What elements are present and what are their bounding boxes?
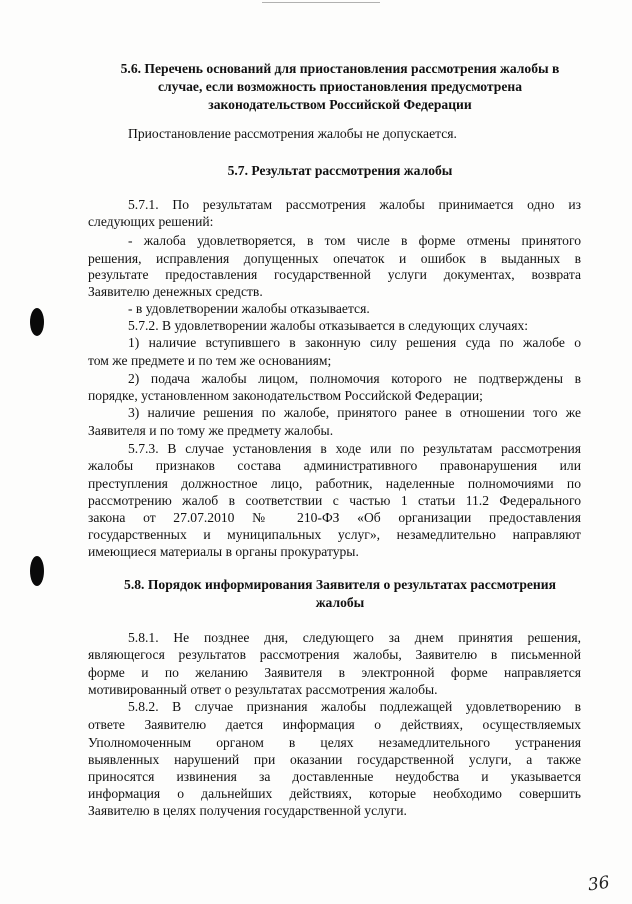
paragraph-line: Заявителя и по тому же предмету жалобы. [88,423,334,438]
paragraph-line: ответе Заявителю дается информация о действиях, осуществляемых [88,717,581,732]
heading-line: 5.8. Порядок информирования Заявителя о результатах рассмотрения [124,577,556,592]
paragraph-line: Приостановление рассмотрения жалобы не допускается. [128,126,457,141]
paragraph-line: выявленных нарушений при оказании государственной услуги, а также [88,752,581,767]
paragraph-line: 5.8.2. В случае признания жалобы подлежащей удовлетворению в [128,699,581,714]
section-5-8-heading [90,576,590,612]
paragraph-line: форме и по желанию Заявителя в электронной форме направляется [88,665,581,680]
paragraph-line: порядке, установленном законодательством Российской Федерации; [88,388,483,403]
page-number: 36 [586,872,611,896]
paragraph-line: информация о дальнейших действиях, которые необходимо совершить [88,786,581,801]
paragraph-line: имеющиеся материалы в органы прокуратуры. [88,544,359,559]
paragraph-line: 3) наличие решения по жалобе, принятого ранее в отношении того же [128,405,581,420]
heading-line: законодательством Российской Федерации [208,97,472,112]
heading-line: 5.7. Результат рассмотрения жалобы [227,163,453,178]
paragraph-line: 1) наличие вступившего в законную силу решения суда по жалобе о [128,335,581,350]
paragraph-line: жалобы признаков состава административного правонарушения или [88,458,581,473]
paragraph-line: Заявителю в целях получения государственной услуги. [88,803,407,818]
paragraph-line: 5.7.2. В удовлетворении жалобы отказывается в следующих случаях: [128,318,529,333]
paragraph-line: Уполномоченным органом в целях незамедлительного устранения [88,735,581,750]
punch-hole-upper [30,308,44,336]
punch-hole-lower [30,556,44,586]
paragraph-line: мотивированный ответ о результатах рассмотрения жалобы. [88,682,438,697]
paragraph-line: решения, исправления допущенных опечаток и ошибок в выданных в [88,251,581,266]
section-5-6-heading [90,60,590,114]
paragraph-line: результате предоставления государственной услуги документах, возврата [88,267,581,282]
paragraph-line: являющегося результатов рассмотрения жалобы, Заявителю в письменной [88,647,581,662]
paragraph-line: том же предмете и по тем же основаниям; [88,353,332,368]
scan-mark-top [262,2,380,3]
heading-line: жалобы [315,595,365,610]
paragraph-line: приносятся извинения за доставленные неудобства и указывается [88,769,581,784]
paragraph-line: государственных и муниципальных услуг», незамедлительно направляют [88,527,581,542]
paragraph-line: 5.8.1. Не позднее дня, следующего за днем принятия решения, [128,630,581,645]
heading-line: 5.6. Перечень оснований для приостановления рассмотрения жалобы в [120,61,560,76]
heading-line: случае, если возможность приостановления предусмотрена [157,79,522,94]
paragraph-line: 5.7.1. По результатам рассмотрения жалобы принимается одно из [128,197,581,212]
paragraph-line: - жалоба удовлетворяется, в том числе в форме отмены принятого [128,233,581,248]
paragraph-line: следующих решений: [88,214,214,229]
paragraph-line: Заявителю денежных средств. [88,284,263,299]
section-5-7-heading [90,162,590,180]
paragraph-line: 2) подача жалобы лицом, полномочия которого не подтверждены в [128,371,581,386]
paragraph-line: рассмотрению жалоб в соответствии с частью 1 статьи 11.2 Федерального [88,493,581,508]
paragraph-line: закона от 27.07.2010 № 210-ФЗ «Об организации предоставления [88,510,581,525]
paragraph-line: 5.7.3. В случае установления в ходе или по результатам рассмотрения [128,441,581,456]
paragraph-line: - в удовлетворении жалобы отказывается. [128,301,370,316]
paragraph-line: преступления должностное лицо, работник, наделенные полномочиями по [88,476,581,491]
